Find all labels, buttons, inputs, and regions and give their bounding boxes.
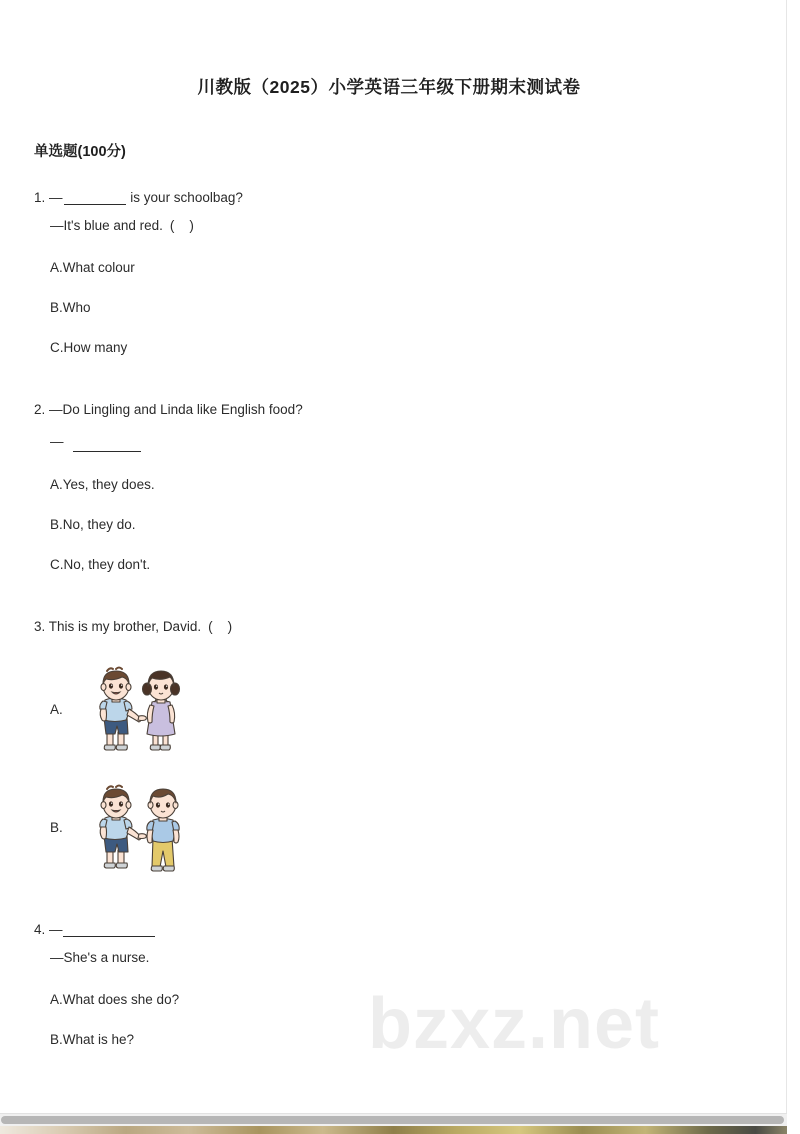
question-1-number: 1. — [34, 190, 46, 205]
section-heading: 单选题(100分) — [34, 144, 126, 160]
question-1-stem-text: is your schoolbag? — [130, 190, 243, 205]
question-4-number: 4. — [34, 922, 46, 938]
question-2 — [32, 355, 746, 572]
question-2-option-b[interactable]: B.No, they do. — [50, 516, 136, 532]
question-1-option-a[interactable]: A.What colour — [50, 260, 135, 276]
question-4-option-b[interactable]: B.What is he? — [50, 1032, 135, 1048]
question-3-stem-text: This is my brother, David. — [48, 618, 202, 634]
question-2-stem — [32, 400, 746, 420]
question-3-option-b-image — [76, 776, 190, 878]
question-3-option-b[interactable] — [32, 760, 746, 878]
paren-close: ) — [227, 618, 248, 634]
question-1-answer-line — [32, 208, 746, 236]
question-4-answer-line: —She's a nurse. — [50, 949, 150, 965]
question-1-option-b[interactable]: B.Who — [50, 300, 91, 316]
question-2-number: 2. — [34, 402, 46, 418]
question-1-answer-box — [170, 218, 209, 233]
figure-girl — [143, 671, 180, 750]
question-2-blank — [73, 451, 141, 452]
question-1-option-c[interactable]: C.How many — [50, 340, 128, 356]
question-1-stem — [32, 188, 746, 208]
question-3-number: 3. — [34, 618, 46, 634]
watermark: bzxz.net — [368, 984, 661, 1064]
question-1-answer-text: —It's blue and red. — [50, 217, 163, 233]
question-3-answer-box — [208, 619, 247, 634]
question-1-dash: — — [49, 190, 63, 205]
question-2-option-c[interactable]: C.No, they don't. — [50, 556, 151, 572]
question-2-answer-line — [32, 420, 746, 452]
figure-boy-gesturing — [100, 786, 147, 869]
question-3-stem — [32, 617, 746, 637]
question-4-option-a[interactable]: A.What does she do? — [50, 992, 180, 1008]
question-3-option-b-label: B. — [50, 819, 63, 835]
figure-boy-standing — [147, 789, 179, 871]
paren-open: ( — [208, 618, 228, 634]
question-2-option-a[interactable]: A.Yes, they does. — [50, 476, 155, 492]
question-4-dash: — — [49, 922, 63, 938]
question-4 — [32, 878, 746, 1047]
question-3-option-a[interactable] — [32, 636, 746, 760]
question-3 — [32, 572, 746, 879]
page-title: 川教版（2025）小学英语三年级下册期末测试卷 — [197, 77, 581, 97]
question-3-option-a-image — [76, 658, 190, 760]
figure-boy-gesturing — [100, 668, 147, 751]
next-page-preview — [0, 1126, 787, 1134]
question-2-dash: — — [50, 433, 64, 449]
question-1-blank — [64, 204, 126, 205]
question-4-blank — [63, 936, 155, 937]
question-3-option-a-label: A. — [50, 701, 63, 717]
paren-close: ) — [189, 217, 209, 233]
question-1 — [32, 161, 746, 355]
question-4-stem — [32, 920, 746, 940]
horizontal-scrollbar-thumb[interactable] — [1, 1116, 784, 1124]
question-2-stem-text: —Do Lingling and Linda like English food? — [49, 402, 303, 418]
horizontal-scrollbar[interactable] — [0, 1113, 787, 1126]
paren-open: ( — [169, 217, 190, 233]
